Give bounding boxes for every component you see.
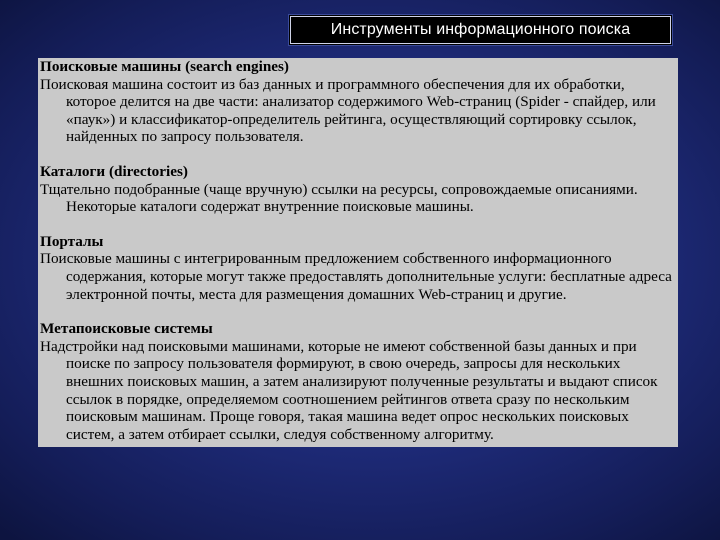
section-directories <box>40 163 672 216</box>
section-search-engines <box>40 58 672 146</box>
slide-title: Инструменты информационного поиска <box>290 16 671 44</box>
section-text: Поисковая машина состоит из баз данных и программного обеспечения для их обработки, которое делится на две части: анализатор содержимого Web-страниц (Spider - спайдер, или «паук») и классификатор-определитель рейтинга, осуществляющий сортировку ссылок, найденных по запросу пользователя. <box>40 75 656 146</box>
section-metasearch <box>40 320 672 443</box>
section-portals <box>40 233 672 303</box>
section-heading: Порталы <box>40 232 104 250</box>
section-text: Поисковые машины с интегрированным предложением собственного информационного содержания, которые могут также предоставлять дополнительные услуги: бесплатные адреса электронной почты, места для размещения домашних Web-страниц и другие. <box>40 250 672 303</box>
bottom-padding <box>40 443 672 447</box>
section-heading: Метапоисковые системы <box>40 320 213 338</box>
section-text: Тщательно подобранные (чаще вручную) ссылки на ресурсы, сопровождаемые описаниями. Некоторые каталоги содержат внутренние поисковые машины. <box>40 180 638 216</box>
content-box <box>38 58 678 447</box>
section-heading: Каталоги (directories) <box>40 162 188 180</box>
section-text: Надстройки над поисковыми машинами, которые не имеют собственной базы данных и при поиске по запросу пользователя формируют, в свою очередь, запросы для нескольких внешних поисковых машин, а затем анализируют полученные результаты и выдают список ссылок в порядке, определяемом соотношением рейтингов ответа сразу по нескольким поисковым машинам. Проще говоря, такая машина ведет опрос нескольких поисковых систем, а затем отбирает ссылки, следуя собственному алгоритму. <box>40 337 658 443</box>
section-heading: Поисковые машины (search engines) <box>40 58 289 75</box>
